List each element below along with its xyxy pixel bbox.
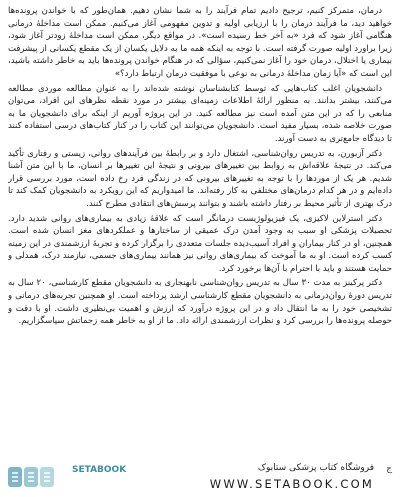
paragraph: دانشجویان اغلب کتاب‌هایی که توسط کتابشناسان نوشته شده‌اند را به عنوان مطالعه موردی مطالعه می‌کنند، بیشتر بدانند. به منظور ارائهٔ اطلاعات زمینه‌ای بیشتر در مورد نقطه نظرهای این افراد، می‌توان منابعی را که در این متن آمده است نیز مطالعه کنید. در این پروژه آوریم از اینکه برای دانشجویان ما به صورت خلاصه شده، بسیار مفید است. دانشجویان می‌توانند این کتاب را در کنار کتاب‌های درسی استفاده کنند تا دیدگاه جامع‌تری به دست آورند.: [8, 83, 392, 144]
paragraph: دکتر استرلاین لاکیزی، یک فیزیولوژیست درمانگر است که علاقهٔ زیادی به بیماری‌های روانی شدید دارد. تحصیلات پزشکی او سبب به وجود آمدن درک عمیقی از ساختارها و عملکردهای مغز انسان شده است. همچنین، او در کنار بیماران و افراد آسیب‌دیده جلسات متعددی را برگزار کرده و تجربهٔ ارزشمندی در این زمینه کسب کرده است. او به ما آموخت که بیماری‌های روانی نیز همانند بیماری‌های جسمی، نیازمند درک، همدلی و حمایت هستند و باید با احترام با آن‌ها برخورد کرد.: [8, 213, 392, 274]
page-marker: ج: [386, 464, 392, 474]
page-footer: [0, 459, 400, 497]
logo-text: SETABOOK: [72, 465, 127, 475]
document-body: [8, 5, 392, 457]
footer-store-title: فروشگاه کتاب پزشکی ستابوک: [257, 463, 374, 473]
paragraph: دکتر پرکینز به مدت ۳۰ سال به تدریس روان‌شناسی نابهنجاری به دانشجویان مقطع کارشناسی، ۲۰ سال به تدریس دورهٔ روان‌درمانی به دانشجویان مقطع کارشناسی ارشد پرداخته است. او همچنین تجربه‌های درمانی و تشخیصی خود را به ما انتقال داد و در این پروژه درآورد که ارزش و اهمیت بی‌نظیری داشت. او با دقت و حوصله پرونده‌ها را بررسی کرد و نظرات ارزشمندی ارائه داد. ما از او به خاطر همه زحماتش سپاسگزاریم.: [8, 278, 392, 327]
paragraph: درمان، متمرکز کنیم، ترجیح دادیم تمام فرآیند را به شما نشان دهیم. همان‌طور که با خواندن پرونده‌ها خواهید دید، ما فرآیند درمان را با ارزیابی اولیه و تدوین مفهومی آغاز می‌کنیم. ممکن است مداخلهٔ درمانی هنگامی آغاز شود که فرد «به آخر خط رسیده است». در مواقع دیگر، ممکن است مداخلهٔ زودتر آغاز شود، زیرا براورد اولیه صورت گرفته است. با توجه به اینکه همه ما به دلایل یکسان از یک مقطع یکسانی از پیشرفت بیماری یا اختلال، درمان خود را آغاز نمی‌کنیم، سؤالی که در هنگام خواندن پرونده‌ها باید به خاطر داشته باشید، این است که «آیا زمان مداخلهٔ درمانی به نوعی با موفقیت درمان ارتباط دارد؟»: [8, 6, 392, 79]
setabook-logo: [6, 463, 70, 493]
footer-url[interactable]: WWW.SETABOOK.COM: [209, 477, 374, 491]
paragraph: دکتر آزبورن، به تدریس روان‌شناسی، اشتغال دارد و بر رابطهٔ بین فرآیندهای روانی، زیستی و رفتاری تأکید می‌کند. در نتیجهٔ علاقه‌اش به روابط بین تغییرهای بیرونی و نتیجهٔ این تغییرها بر انسان، ما با این متن آشنا شدیم. هر یک از موردها را با توجه به تغییرهای بیرونی که در زندگی فرد رخ داده است، مورد بررسی قرار داده‌ایم و در هر کدام درمان‌های مختلفی به کار رفته‌اند. ما امیدواریم که این رویکرد به دانشجویان کمک کند تا درک بهتری از تأثیر محیط بر رفتار داشته باشند و بتوانند پرسش‌های انتقادی مطرح کنند.: [8, 148, 392, 209]
